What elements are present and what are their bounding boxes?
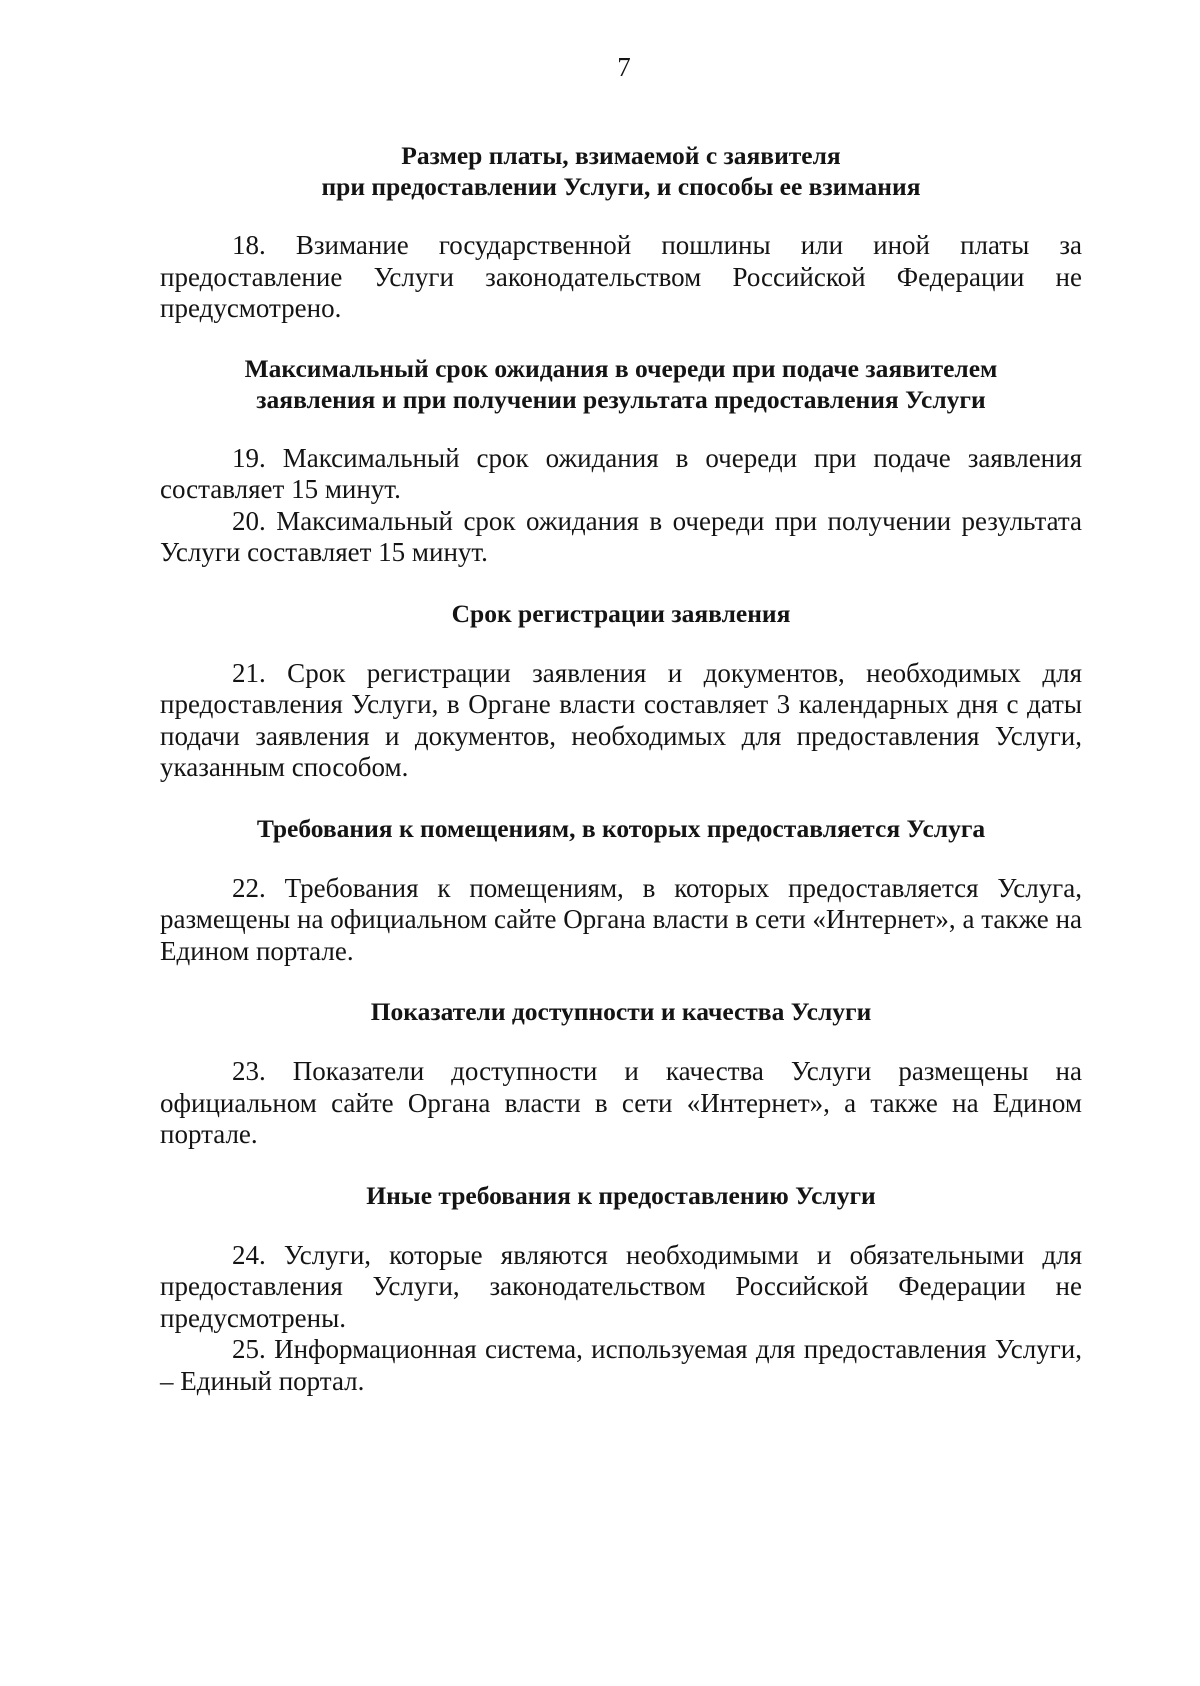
section-heading-fee xyxy=(160,140,1082,202)
paragraph-18: 18. Взимание государственной пошлины или иной платы за предоставление Услуги законодательством Российской Федерации не предусмотрено. xyxy=(160,230,1082,323)
document-body xyxy=(160,140,1082,1397)
paragraph-23: 23. Показатели доступности и качества Услуги размещены на официальном сайте Органа власти в сети «Интернет», а также на Едином портале. xyxy=(160,1056,1082,1149)
paragraph-22: 22. Требования к помещениям, в которых предоставляется Услуга, размещены на официальном сайте Органа власти в сети «Интернет», а также на Едином портале. xyxy=(160,872,1082,966)
heading-line: Требования к помещениям, в которых предоставляется Услуга xyxy=(256,813,986,843)
paragraph-25: 25. Информационная система, используемая для предоставления Услуги, – Единый портал. xyxy=(160,1334,1082,1396)
section-heading-registration-time xyxy=(160,598,1082,629)
heading-line: Показатели доступности и качества Услуги xyxy=(370,997,872,1026)
heading-line: при предоставлении Услуги, и способы ее взимания xyxy=(321,172,921,201)
heading-line: Иные требования к предоставлению Услуги xyxy=(366,1180,876,1210)
section-heading-premises xyxy=(160,813,1082,844)
section-heading-quality xyxy=(160,996,1082,1027)
page-number: 7 xyxy=(617,52,631,82)
heading-line: Размер платы, взимаемой с заявителя xyxy=(401,141,841,170)
heading-line: Срок регистрации заявления xyxy=(451,598,791,628)
heading-line: заявления и при получении результата предоставления Услуги xyxy=(256,384,986,414)
paragraph-20: 20. Максимальный срок ожидания в очереди при получении результата Услуги составляет 15 минут. xyxy=(160,505,1082,567)
paragraph-24: 24. Услуги, которые являются необходимыми и обязательными для предоставления Услуги, законодательством Российской Федерации не предусмотрены. xyxy=(160,1239,1082,1333)
paragraph-21: 21. Срок регистрации заявления и документов, необходимых для предоставления Услуги, в Органе власти составляет 3 календарных дня с даты подачи заявления и документов, необходимых для предоставления Услуги, указанным способом. xyxy=(160,657,1082,782)
heading-line: Максимальный срок ожидания в очереди при подаче заявителем xyxy=(244,353,998,383)
section-heading-other-requirements xyxy=(160,1180,1082,1211)
paragraph-19: 19. Максимальный срок ожидания в очереди при подаче заявления составляет 15 минут. xyxy=(160,442,1082,504)
section-heading-queue-time xyxy=(160,353,1082,415)
